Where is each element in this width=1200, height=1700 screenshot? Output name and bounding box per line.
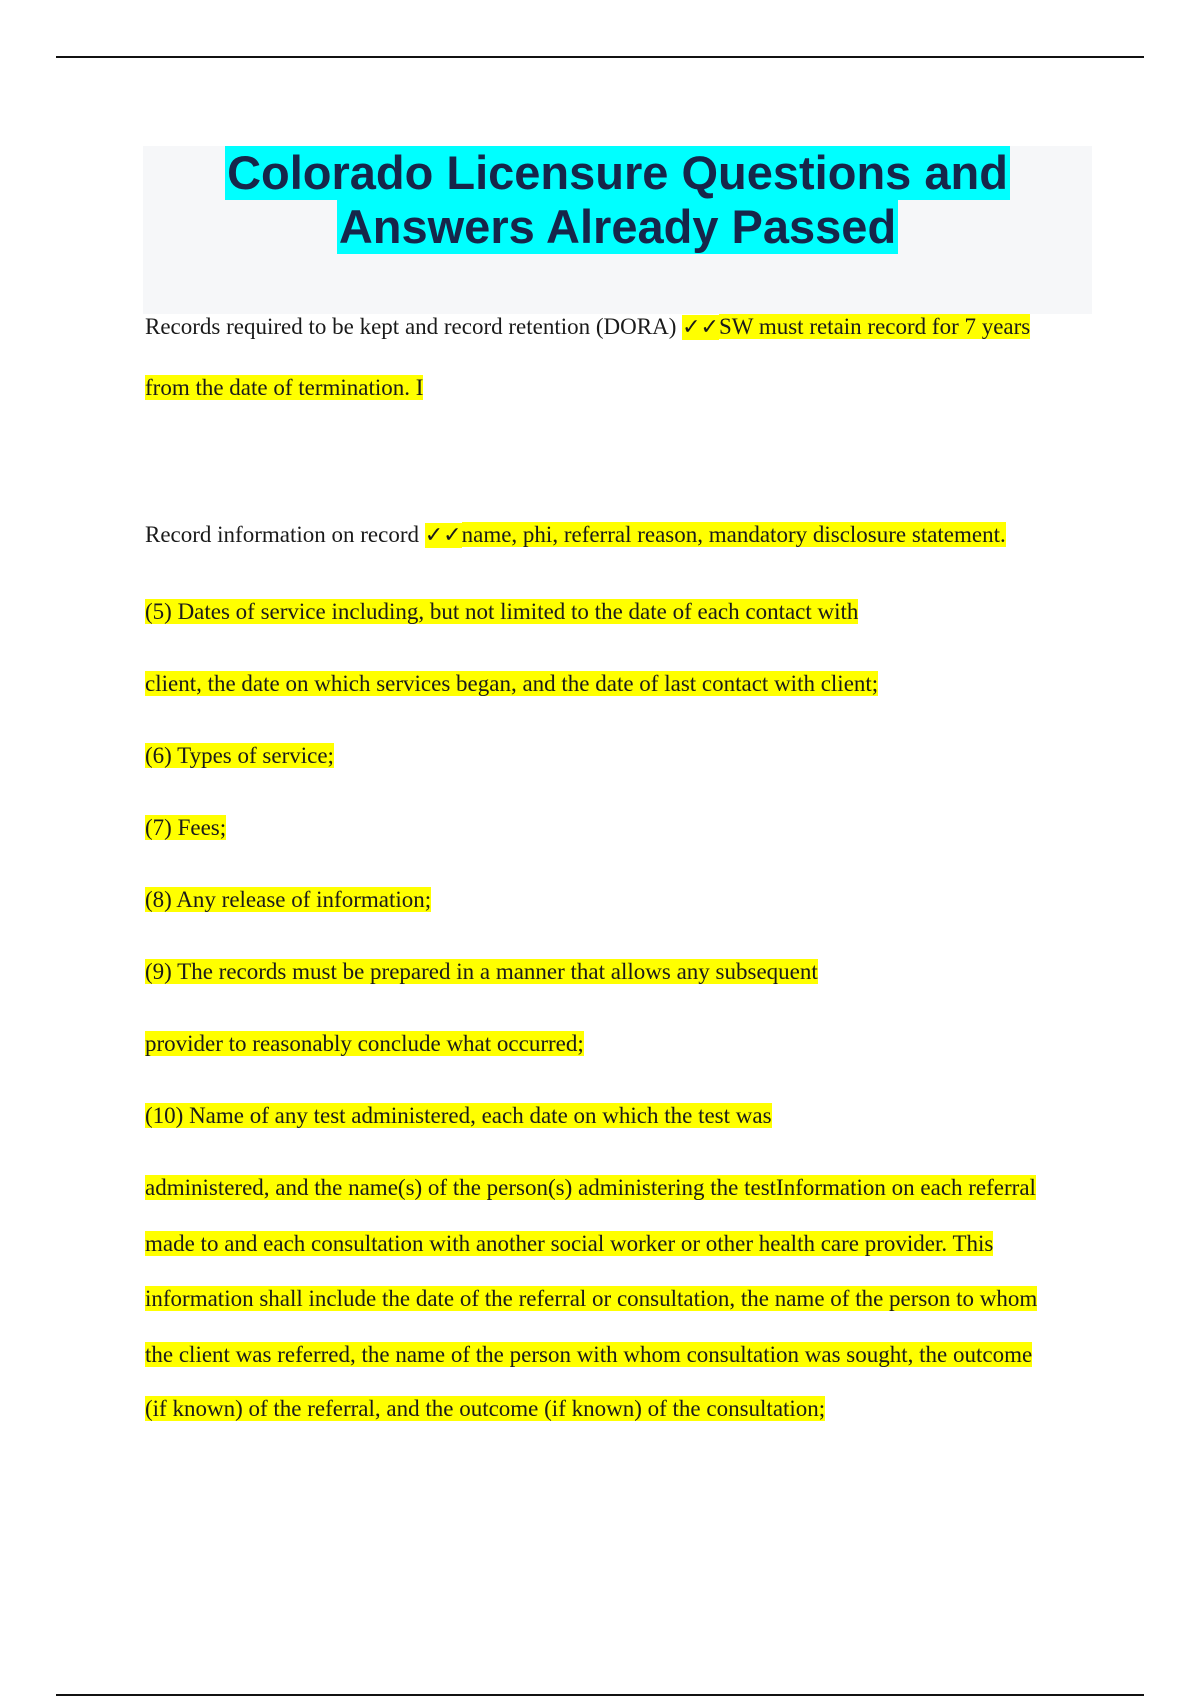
answer-1-line-2: from the date of termination. I bbox=[145, 375, 424, 400]
answer-2-text: provider to reasonably conclude what occurred; bbox=[145, 1031, 584, 1056]
question-1-text: Records required to be kept and record retention (DORA) bbox=[145, 314, 683, 339]
answer-2-line bbox=[145, 1286, 1037, 1312]
answer-2-text: (5) Dates of service including, but not limited to the date of each contact with bbox=[145, 599, 859, 624]
answer-2-text: information shall include the date of the referral or consultation, the name of the person to whom bbox=[145, 1286, 1038, 1311]
answer-2-text: (6) Types of service; bbox=[145, 743, 334, 768]
answer-2-text: made to and each consultation with another social worker or other health care provider. This bbox=[145, 1231, 994, 1256]
answer-2-text: (7) Fees; bbox=[145, 815, 227, 840]
question-2 bbox=[145, 522, 1006, 548]
footer-rule bbox=[56, 1694, 1144, 1696]
document-title-line-1: Colorado Licensure Questions and bbox=[227, 146, 1008, 199]
answer-2-line bbox=[145, 1342, 1032, 1368]
answer-2-text: (10) Name of any test administered, each date on which the test was bbox=[145, 1103, 772, 1128]
answer-1-continuation bbox=[145, 375, 423, 401]
answer-2-text: (9) The records must be prepared in a manner that allows any subsequent bbox=[145, 959, 818, 984]
answer-2-line bbox=[145, 599, 858, 625]
answer-2-line bbox=[145, 743, 334, 769]
answer-2-line bbox=[145, 959, 818, 985]
answer-2-line bbox=[145, 1396, 825, 1422]
answer-2-line bbox=[145, 1175, 1036, 1201]
answer-2-text: (8) Any release of information; bbox=[145, 887, 432, 912]
answer-2-line bbox=[145, 887, 431, 913]
title-banner bbox=[143, 146, 1092, 314]
answer-2-text: client, the date on which services began, and the date of last contact with client; bbox=[145, 671, 879, 696]
question-2-text: Record information on record bbox=[145, 522, 425, 547]
answer-2-line bbox=[145, 1103, 772, 1129]
document-title-line-2: Answers Already Passed bbox=[338, 200, 897, 253]
double-check-icon: ✓✓ bbox=[682, 315, 719, 340]
header-rule bbox=[56, 56, 1144, 58]
question-1 bbox=[145, 314, 1030, 340]
answer-2-text: (if known) of the referral, and the outcome (if known) of the consultation; bbox=[145, 1396, 826, 1421]
answer-2-line bbox=[145, 1231, 993, 1257]
answer-2-line bbox=[145, 671, 878, 697]
double-check-icon: ✓✓ bbox=[424, 523, 462, 548]
answer-2-line-1: name, phi, referral reason, mandatory disclosure statement. bbox=[461, 522, 1006, 547]
answer-2-text: the client was referred, the name of the person with whom consultation was sought, the outcome bbox=[145, 1342, 1033, 1367]
answer-2-line bbox=[145, 1031, 584, 1057]
answer-1-line-1: SW must retain record for 7 years bbox=[719, 314, 1031, 339]
answer-2-text: administered, and the name(s) of the person(s) administering the testInformation on each referral bbox=[145, 1175, 1036, 1200]
answer-2-line bbox=[145, 815, 226, 841]
